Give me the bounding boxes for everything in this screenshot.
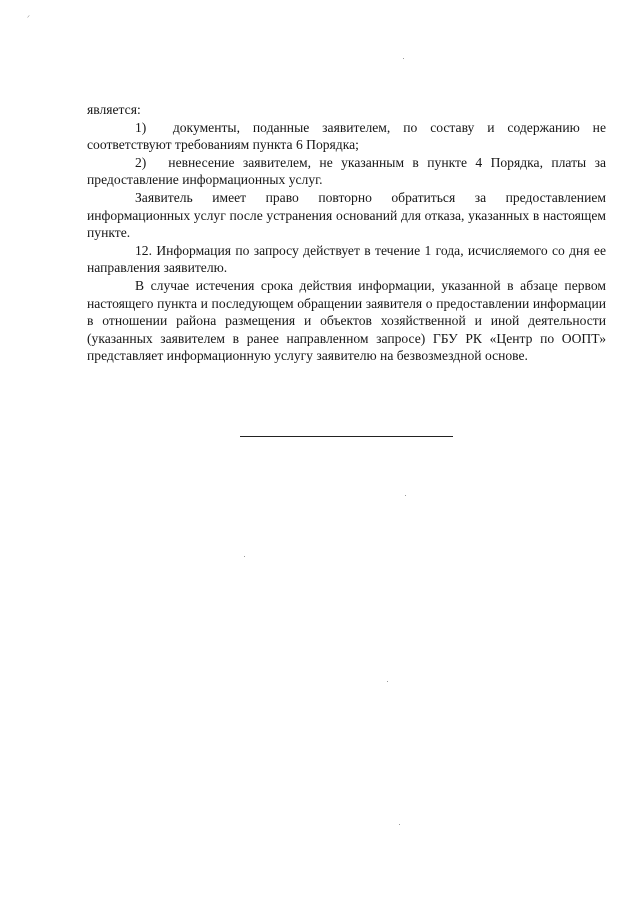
paragraph-intro: является: <box>87 102 141 117</box>
paragraph-expiry: В случае истечения срока действия информации, указанной в абзаце первом настоящего пункта и последующем обращении заявителя о предоставлении информации в отношении района размещения и объектов хозяйственной и иной деятельности (указанных заявителем в ранее направленном запросе) ГБУ РК «Центр по ООПТ» представляет информационную услугу заявителю на безвозмездной основе. <box>87 277 606 364</box>
scan-speck <box>244 556 245 557</box>
scan-speck <box>399 824 400 825</box>
end-separator-line <box>240 436 453 437</box>
scan-speck <box>405 495 406 496</box>
paragraph-right-to-reapply: Заявитель имеет право повторно обратиться за предоставлением информационных услуг после устранения оснований для отказа, указанных в настоящем пункте. <box>87 189 606 241</box>
scan-corner-mark: ᐟ <box>27 14 30 22</box>
document-body <box>87 101 606 365</box>
scan-speck <box>387 681 388 682</box>
scan-speck <box>403 58 404 59</box>
paragraph-item-2: 2) невнесение заявителем, не указанным в пункте 4 Порядка, платы за предоставление информационных услуг. <box>87 154 606 188</box>
paragraph-clause-12: 12. Информация по запросу действует в течение 1 года, исчисляемого со дня ее направления заявителю. <box>87 242 606 276</box>
paragraph-item-1: 1) документы, поданные заявителем, по составу и содержанию не соответствуют требованиям пункта 6 Порядка; <box>87 119 606 153</box>
